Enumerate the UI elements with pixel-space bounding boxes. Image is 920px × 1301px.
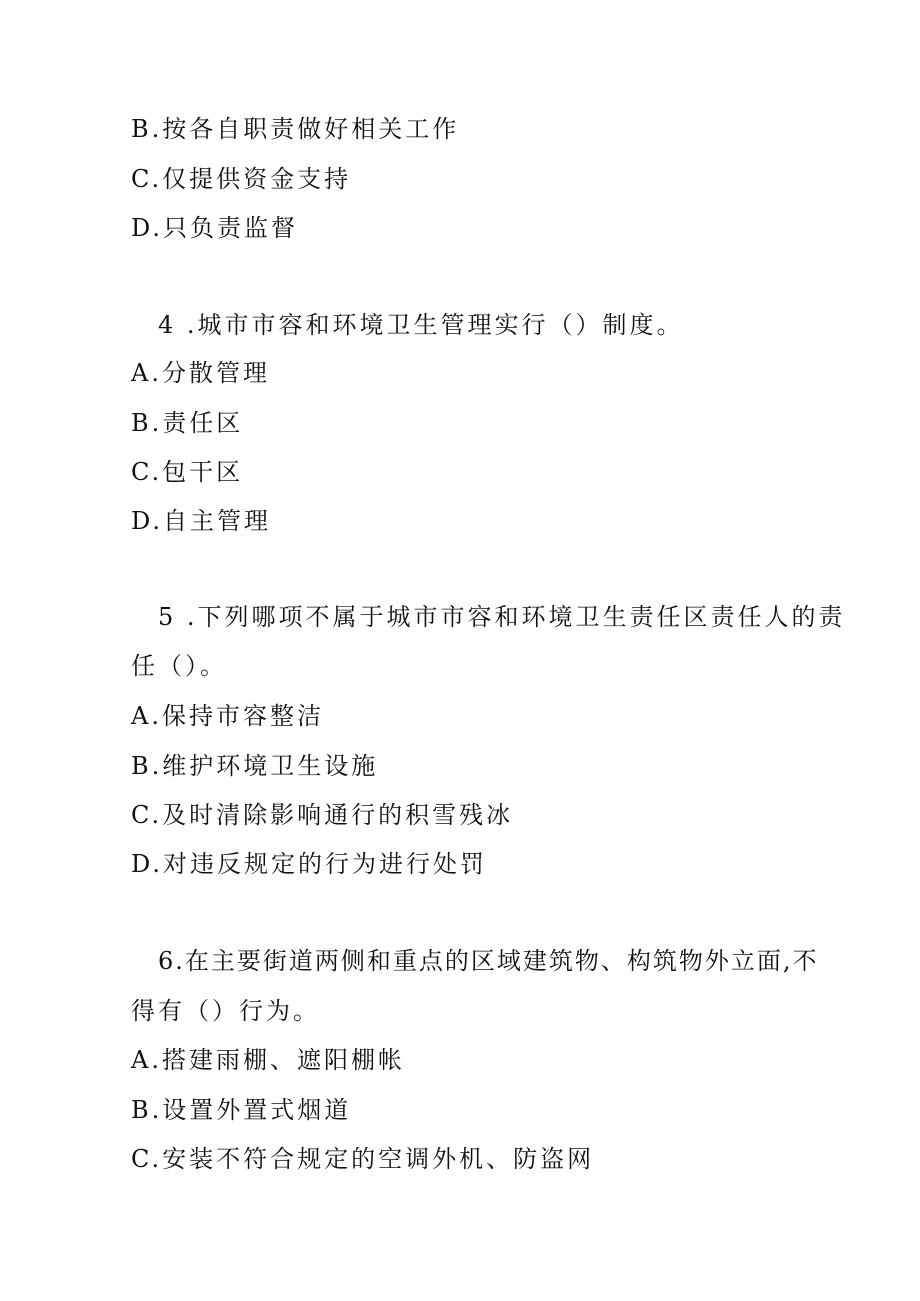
- q6-stem-line1: 6.在主要街道两侧和重点的区域建筑物、构筑物外立面,不: [158, 947, 819, 975]
- q6-option-a: A.搭建雨棚、遮阳棚帐: [131, 1046, 405, 1074]
- q3-option-b: B.按各自职责做好相关工作: [131, 115, 460, 143]
- q5-stem-line2: 任（）。: [131, 652, 227, 680]
- q5-option-c: C.及时清除影响通行的积雪残冰: [131, 801, 514, 829]
- q6-stem-line2: 得有（）行为。: [131, 997, 320, 1025]
- q5-option-b: B.维护环境卫生设施: [131, 752, 379, 780]
- q4-option-b: B.责任区: [131, 409, 244, 437]
- q6-option-b: B.设置外置式烟道: [131, 1096, 352, 1124]
- q5-option-d: D.对违反规定的行为进行处罚: [131, 850, 488, 878]
- q6-option-c: C.安装不符合规定的空调外机、防盗网: [131, 1145, 595, 1173]
- q4-option-a: A.分散管理: [131, 359, 270, 387]
- q4-option-c: C.包干区: [131, 458, 244, 486]
- q4-option-d: D.自主管理: [131, 507, 272, 535]
- q5-option-a: A.保持市容整洁: [131, 702, 324, 730]
- q3-option-c: C.仅提供资金支持: [131, 165, 352, 193]
- q5-stem-line1: 5 .下列哪项不属于城市市容和环境卫生责任区责任人的责: [158, 603, 846, 631]
- q3-option-d: D.只负责监督: [131, 214, 299, 242]
- q4-stem: 4 .城市市容和环境卫生管理实行（）制度。: [158, 311, 684, 339]
